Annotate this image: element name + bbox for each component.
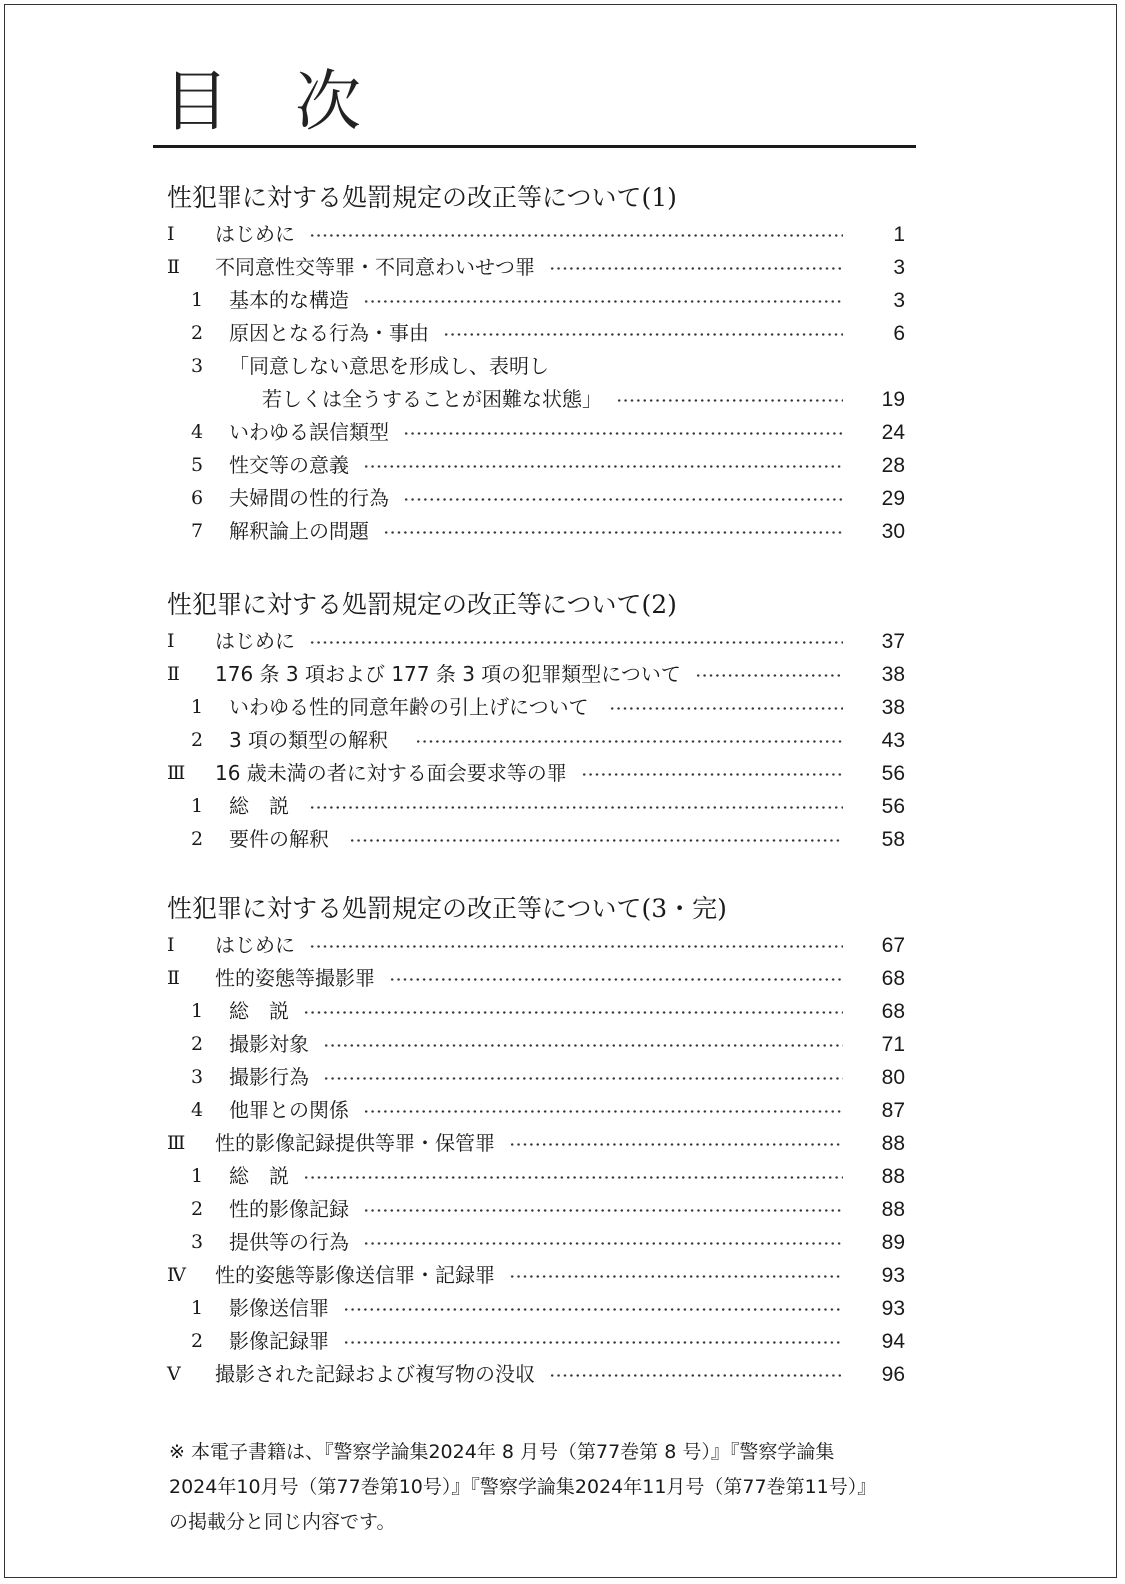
toc-entry[interactable]	[165, 284, 925, 317]
dot-leader	[349, 839, 843, 842]
page-number: 68	[881, 967, 905, 990]
dot-leader	[443, 333, 843, 336]
toc-entry[interactable]	[165, 449, 925, 482]
entry-label: 性的姿態等影像送信罪・記録罪	[215, 1263, 495, 1287]
toc-entry[interactable]	[165, 1061, 925, 1094]
dot-leader	[549, 1374, 843, 1377]
page-number: 30	[881, 520, 905, 543]
title-rule	[153, 145, 916, 148]
entry-label: 性交等の意義	[229, 453, 349, 477]
entry-number: 2	[191, 729, 204, 751]
dot-leader	[403, 498, 843, 501]
page-number: 88	[881, 1132, 905, 1155]
entry-number: 7	[191, 520, 204, 542]
entry-label: 176 条 3 項および 177 条 3 項の犯罪類型について	[215, 662, 681, 686]
dot-leader	[323, 1077, 843, 1080]
toc-entry[interactable]	[165, 691, 925, 724]
page-number: 28	[881, 454, 905, 477]
note-line: 2024年10月号（第77巻第10号）』『警察学論集2024年11月号（第77巻第11号）』	[169, 1476, 877, 1498]
entry-number: 2	[191, 1330, 204, 1352]
dot-leader	[549, 267, 843, 270]
entry-label: 総 説	[229, 794, 289, 818]
entry-label: 解釈論上の問題	[229, 519, 369, 543]
toc-entry[interactable]	[165, 1325, 925, 1358]
page-number: 3	[893, 256, 905, 279]
entry-number: Ⅰ	[167, 630, 175, 652]
page-number: 19	[881, 388, 905, 411]
entry-label: 撮影対象	[229, 1032, 309, 1056]
dot-leader	[303, 1011, 843, 1014]
entry-number: 1	[191, 795, 204, 817]
entry-label: 総 説	[229, 1164, 289, 1188]
entry-number: 2	[191, 828, 204, 850]
entry-label: 「同意しない意思を形成し、表明し	[229, 354, 549, 378]
dot-leader	[303, 1176, 843, 1179]
page-number: 67	[881, 934, 905, 957]
dot-leader	[343, 1341, 843, 1344]
entry-label: 夫婦間の性的行為	[229, 486, 389, 510]
page-number: 89	[881, 1231, 905, 1254]
page-number: 43	[881, 729, 905, 752]
entry-label: 不同意性交等罪・不同意わいせつ罪	[215, 255, 535, 279]
dot-leader	[509, 1143, 843, 1146]
page-title: 目 次	[163, 63, 361, 140]
dot-leader	[323, 1044, 843, 1047]
toc-entry[interactable]	[165, 515, 925, 548]
toc-entry[interactable]	[165, 416, 925, 449]
toc-entry[interactable]	[165, 1028, 925, 1061]
publication-note	[169, 1435, 929, 1540]
note-line: ※ 本電子書籍は、『警察学論集2024年 8 月号（第77巻第 8 号）』『警察学論集	[169, 1441, 835, 1463]
entry-number: 1	[191, 1165, 204, 1187]
entry-label: 総 説	[229, 999, 289, 1023]
page-number: 1	[893, 223, 905, 246]
section-heading: 性犯罪に対する処罰規定の改正等について(2)	[167, 590, 677, 619]
entry-number: 3	[191, 1231, 204, 1253]
entry-number: Ⅲ	[167, 762, 186, 784]
note-line: の掲載分と同じ内容です。	[169, 1511, 396, 1533]
page-number: 88	[881, 1198, 905, 1221]
entry-label: 16 歳未満の者に対する面会要求等の罪	[215, 761, 567, 785]
toc-entry[interactable]	[165, 251, 925, 284]
entry-label: 3 項の類型の解釈	[229, 728, 389, 752]
entry-number: 3	[191, 1066, 204, 1088]
page-number: 38	[881, 696, 905, 719]
entry-number: 1	[191, 1297, 204, 1319]
page-number: 29	[881, 487, 905, 510]
dot-leader	[309, 234, 843, 237]
entry-number: 5	[191, 454, 204, 476]
toc-entry[interactable]	[165, 218, 925, 251]
toc-entry[interactable]	[165, 790, 925, 823]
entry-number: Ⅱ	[167, 967, 180, 989]
entry-label: いわゆる誤信類型	[229, 420, 389, 444]
page-number: 96	[881, 1363, 905, 1386]
entry-number: Ⅱ	[167, 256, 180, 278]
dot-leader	[363, 465, 843, 468]
page-number: 24	[881, 421, 905, 444]
toc-entry[interactable]	[165, 995, 925, 1028]
entry-label: 撮影行為	[229, 1065, 309, 1089]
toc-entry[interactable]	[165, 1259, 925, 1292]
toc-entry[interactable]	[165, 724, 925, 757]
dot-leader	[389, 978, 843, 981]
entry-label: 影像送信罪	[229, 1296, 329, 1320]
entry-number: Ⅳ	[167, 1264, 186, 1286]
dot-leader	[403, 432, 843, 435]
entry-label: 他罪との関係	[229, 1098, 349, 1122]
entry-label: はじめに	[215, 629, 295, 653]
page-number: 56	[881, 795, 905, 818]
toc-entry[interactable]	[165, 1358, 925, 1391]
entry-label: はじめに	[215, 933, 295, 957]
page-number: 93	[881, 1297, 905, 1320]
toc-entry[interactable]	[165, 757, 925, 790]
entry-label-continued: 若しくは全うすることが困難な状態」	[262, 387, 602, 411]
entry-label: 性的影像記録提供等罪・保管罪	[215, 1131, 495, 1155]
page-number: 94	[881, 1330, 905, 1353]
entry-number: 2	[191, 1033, 204, 1055]
entry-number: 4	[191, 421, 204, 443]
dot-leader	[509, 1275, 843, 1278]
entry-label: 撮影された記録および複写物の没収	[215, 1362, 535, 1386]
toc-entry[interactable]	[165, 1226, 925, 1259]
toc-entry[interactable]	[165, 929, 925, 962]
page-number: 87	[881, 1099, 905, 1122]
entry-number: Ⅱ	[167, 663, 180, 685]
dot-leader	[581, 773, 843, 776]
page-number: 3	[893, 289, 905, 312]
dot-leader	[309, 641, 843, 644]
entry-label: 提供等の行為	[229, 1230, 349, 1254]
toc-entry[interactable]	[165, 1160, 925, 1193]
page-number: 93	[881, 1264, 905, 1287]
toc-section-3	[165, 889, 925, 1391]
entry-label: 影像記録罪	[229, 1329, 329, 1353]
toc-entry[interactable]	[165, 350, 925, 416]
dot-leader	[363, 1110, 843, 1113]
dot-leader	[309, 945, 843, 948]
dot-leader	[383, 531, 843, 534]
toc-entry[interactable]	[165, 482, 925, 515]
section-heading: 性犯罪に対する処罰規定の改正等について(3・完)	[167, 894, 727, 923]
dot-leader	[363, 300, 843, 303]
dot-leader	[309, 806, 843, 809]
section-heading: 性犯罪に対する処罰規定の改正等について(1)	[167, 183, 677, 212]
entry-list	[165, 929, 925, 1391]
entry-number: Ⅰ	[167, 223, 175, 245]
toc-entry[interactable]	[165, 1292, 925, 1325]
entry-number: 1	[191, 1000, 204, 1022]
entry-number: 2	[191, 322, 204, 344]
dot-leader	[343, 1308, 843, 1311]
toc-section-1	[165, 178, 925, 548]
entry-label: いわゆる性的同意年齢の引上げについて	[229, 695, 589, 719]
page-number: 38	[881, 663, 905, 686]
toc-entry[interactable]	[165, 1127, 925, 1160]
toc-entry[interactable]	[165, 1193, 925, 1226]
entry-list	[165, 625, 925, 856]
entry-label: 要件の解釈	[229, 827, 329, 851]
page-number: 6	[893, 322, 905, 345]
toc-entry[interactable]	[165, 823, 925, 856]
entry-label: 性的姿態等撮影罪	[215, 966, 375, 990]
toc-entry[interactable]	[165, 1094, 925, 1127]
entry-number: 1	[191, 289, 204, 311]
dot-leader	[363, 1242, 843, 1245]
entry-number: Ⅴ	[167, 1363, 181, 1385]
dot-leader	[609, 707, 843, 710]
entry-number: 4	[191, 1099, 204, 1121]
entry-label: はじめに	[215, 222, 295, 246]
entry-number: 6	[191, 487, 204, 509]
entry-list	[165, 218, 925, 548]
page-number: 56	[881, 762, 905, 785]
toc-entry[interactable]	[165, 317, 925, 350]
entry-number: 1	[191, 696, 204, 718]
toc-entry[interactable]	[165, 658, 925, 691]
entry-number: 3	[191, 355, 204, 377]
toc-entry[interactable]	[165, 962, 925, 995]
toc-section-2	[165, 585, 925, 856]
page-number: 88	[881, 1165, 905, 1188]
entry-label: 性的影像記録	[229, 1197, 349, 1221]
page	[4, 4, 1117, 1578]
page-number: 80	[881, 1066, 905, 1089]
dot-leader	[616, 399, 843, 402]
page-number: 68	[881, 1000, 905, 1023]
entry-label: 基本的な構造	[229, 288, 349, 312]
entry-number: 2	[191, 1198, 204, 1220]
page-number: 37	[881, 630, 905, 653]
page-number: 58	[881, 828, 905, 851]
dot-leader	[363, 1209, 843, 1212]
page-number: 71	[881, 1033, 905, 1056]
entry-label: 原因となる行為・事由	[229, 321, 429, 345]
toc-entry[interactable]	[165, 625, 925, 658]
entry-number: Ⅰ	[167, 934, 175, 956]
dot-leader	[695, 674, 843, 677]
entry-number: Ⅲ	[167, 1132, 186, 1154]
dot-leader	[415, 740, 843, 743]
